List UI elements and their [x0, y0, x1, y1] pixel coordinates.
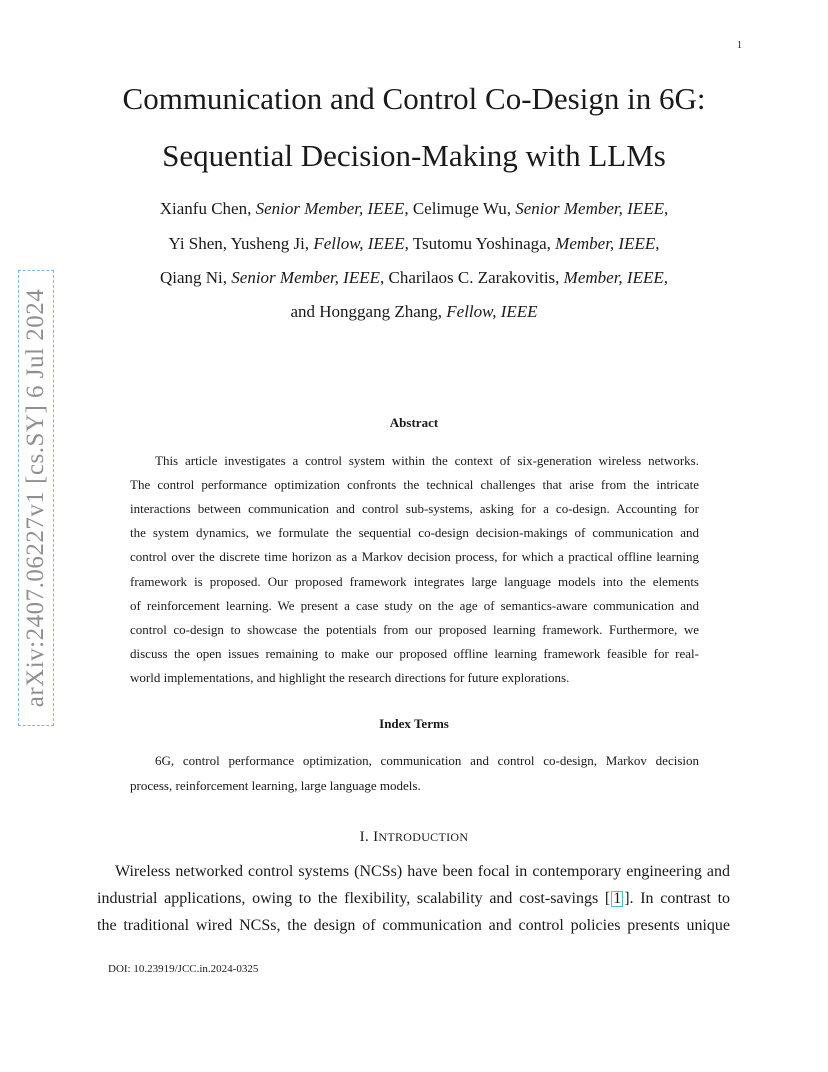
- abstract-line: of reinforcement learning. We present a case study on the age of semantics-aware communication and: [130, 598, 699, 613]
- abstract-line: discuss the open issues remaining to make our proposed offline learning framework feasible for real-: [130, 646, 699, 661]
- arxiv-stamp[interactable]: [18, 270, 54, 726]
- section-heading-introduction: I. INTRODUCTION: [359, 829, 469, 845]
- abstract-line: the system dynamics, we formulate the sequential co-design decision-makings of communication and: [130, 525, 699, 540]
- paper-title-line-2: Sequential Decision-Making with LLMs: [162, 138, 666, 173]
- paper-title-line-1: Communication and Control Co-Design in 6G:: [122, 81, 706, 116]
- author-line-1: Xianfu Chen, Senior Member, IEEE, Celimuge Wu, Senior Member, IEEE,: [159, 199, 669, 218]
- index-terms-heading: Index Terms: [379, 716, 449, 731]
- intro-line: the traditional wired NCSs, the design of communication and control policies presents unique: [97, 917, 730, 934]
- abstract-line: control over the discrete time horizon as a Markov decision process, for which a practical offline learning: [130, 549, 699, 564]
- arxiv-stamp-text: arXiv:2407.06227v1 [cs.SY] 6 Jul 2024: [22, 288, 49, 708]
- footer-doi: DOI: 10.23919/JCC.in.2024-0325: [108, 963, 259, 975]
- abstract-line: control co-design to showcase the potentials from our proposed learning framework. Furthermore, we: [130, 622, 699, 637]
- abstract-heading: Abstract: [389, 415, 439, 430]
- abstract-line: The control performance optimization confronts the technical challenges that arise from the intricate: [130, 477, 699, 492]
- abstract-line: world implementations, and highlight the research directions for future explorations.: [130, 670, 570, 685]
- abstract-line: interactions between communication and control sub-systems, asking for a co-design. Accounting for: [130, 501, 699, 516]
- author-line-2: Yi Shen, Yusheng Ji, Fellow, IEEE, Tsutomu Yoshinaga, Member, IEEE,: [168, 234, 660, 253]
- index-terms-line: 6G, control performance optimization, communication and control co-design, Markov decision: [155, 753, 699, 768]
- intro-line: industrial applications, owing to the flexibility, scalability and cost-savings [ 1 ]. In contrast to: [97, 890, 731, 907]
- index-terms-line: process, reinforcement learning, large language models.: [130, 778, 421, 793]
- abstract-line: framework is proposed. Our proposed framework integrates large language models into the elements: [130, 574, 699, 589]
- page-number: 1: [737, 40, 742, 51]
- abstract-line: This article investigates a control system within the context of six-generation wireless networks.: [155, 453, 699, 468]
- intro-line: Wireless networked control systems (NCSs) have been focal in contemporary engineering and: [115, 863, 730, 880]
- citation-link[interactable]: 1: [613, 890, 622, 907]
- author-line-3: Qiang Ni, Senior Member, IEEE, Charilaos C. Zarakovitis, Member, IEEE,: [159, 268, 668, 287]
- author-line-4: and Honggang Zhang, Fellow, IEEE: [290, 302, 538, 321]
